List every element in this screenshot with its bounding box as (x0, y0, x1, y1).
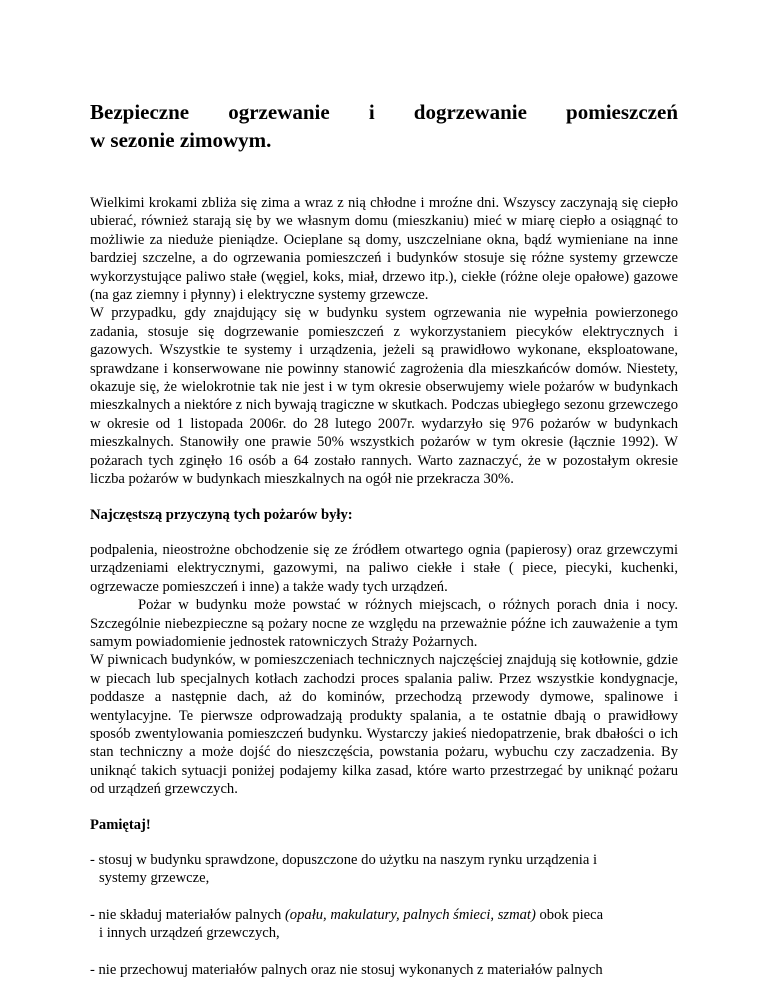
remember-heading: Pamiętaj! (90, 816, 151, 833)
title-word: Bezpieczne (90, 100, 190, 124)
list-item-text: obok pieca (535, 906, 604, 923)
title-word: pomieszczeń (566, 100, 678, 124)
causes-paragraph-3: W piwnicach budynków, w pomieszczeniach technicznych najczęściej znajdują się kotłownie, gdzie w piecach lub specjalnych kotłach zachodzi proces spalania paliw. Przez wszystkie kondygnacje, poddasze a następnie dach, aż do kominów, przechodzą przewody dymowe, spalinowe i wentylacyjne. Te pierwsze odprowadzają produkty spalania, a te ostatnie dbają o prawidłowy sposób zwentylowania pomieszczeń budynku. Wystarczy jakieś niedopatrzenie, brak dbałości o ich stan techniczny a może dojść do nieszczęścia, powstania pożaru, wybuchu czy zaczadzenia. By uniknąć takich sytuacji poniżej podajemy kilka zasad, które warto przestrzegać by uniknąć pożaru od urządzeń grzewczych. (90, 652, 678, 798)
intro-paragraph-2: W przypadku, gdy znajdujący się w budynku system ogrzewania nie wypełnia powierzonego zadania, stosuje się dogrzewanie pomieszczeń z wykorzystaniem piecyków elektrycznych i gazowych. Wszystkie te systemy i urządzenia, jeżeli są prawidłowo wykonane, eksploatowane, sprawdzane i konserwowane nie powinny stanowić zagrożenia dla mieszkańców domów. Niestety, okazuje się, że wielokrotnie tak nie jest i w tym okresie obserwujemy wiele pożarów w budynkach mieszkalnych a niektóre z nich bywają tragiczne w skutkach. Podczas ubiegłego sezonu grzewczego w okresie od 1 listopada 2006r. do 28 lutego 2007r. wydarzyło się 976 pożarów w budynkach mieszkalnych. Stanowiły one prawie 50% wszystkich pożarów w tym okresie (łącznie 1992). W pożarach tych zginęło 16 osób a 64 zostało rannych. Warto zaznaczyć, że w pozostałym okresie liczba pożarów w budynkach mieszkalnych na ogół nie przekracza 30%. (90, 305, 678, 488)
causes-paragraph-1: podpalenia, nieostrożne obchodzenie się ze źródłem otwartego ognia (papierosy) oraz grzewczymi urządzeniami elektrycznymi, gazowymi, na paliwo ciekłe i stałe ( piece, piecyki, kuchenki, ogrzewacze pomieszczeń i inne) a także wady tych urządzeń. (90, 541, 678, 595)
title-word: i (368, 100, 375, 124)
list-item-text: - nie przechowuj materiałów palnych oraz nie stosuj wykonanych z materiałów palnych (90, 961, 603, 978)
list-item (90, 851, 678, 888)
list-item (90, 906, 678, 943)
list-item-italic-text: (opału, makulatury, palnych śmieci, szmat) (284, 906, 536, 923)
list-item (90, 961, 678, 979)
document-title (90, 98, 678, 154)
intro-paragraph-1: Wielkimi krokami zbliża się zima a wraz z nią chłodne i mroźne dni. Wszyscy zaczynają się ciepło ubierać, również starają się by we własnym domu (mieszkaniu) mieć w miarę ciepło a osiągnąć to możliwie za niedużе pieniądze. Ocieplane są domy, uszczelniane okna, bądź wymieniane na inne bardziej szczelne, a do ogrzewania pomieszczeń i budynków stosuje się różne systemy grzewcze wykorzystujące paliwo stałe (węgiel, koks, miał, drzewo itp.), ciekłe (różne oleje opałowe) gazowe (na gaz ziemny i płynny) i elektryczne systemy grzewcze. (90, 195, 678, 304)
list-item-continuation: i innych urządzeń grzewczych, (99, 925, 280, 942)
causes-heading: Najczęstszą przyczyną tych pożarów były: (90, 506, 353, 523)
list-item-text: - stosuj w budynku sprawdzone, dopuszczone do użytku na naszym rynku urządzenia i (90, 852, 597, 868)
list-item-text: - nie składuj materiałów palnych (90, 906, 285, 923)
causes-paragraph-2: Pożar w budynku może powstać w różnych miejscach, o różnych porach dnia i nocy. Szczególnie niebezpieczne są pożary nocne ze względu na przeważnie późne ich zauważenie a tym samym powiadomienie jednostek ratowniczych Straży Pożarnych. (90, 597, 678, 650)
title-line-1 (90, 98, 678, 126)
document-page (90, 98, 678, 997)
title-word: ogrzewanie (228, 100, 330, 124)
title-line-2: w sezonie zimowym. (90, 128, 272, 152)
title-word: dogrzewanie (413, 100, 527, 124)
list-item-continuation: systemy grzewcze, (99, 870, 210, 887)
